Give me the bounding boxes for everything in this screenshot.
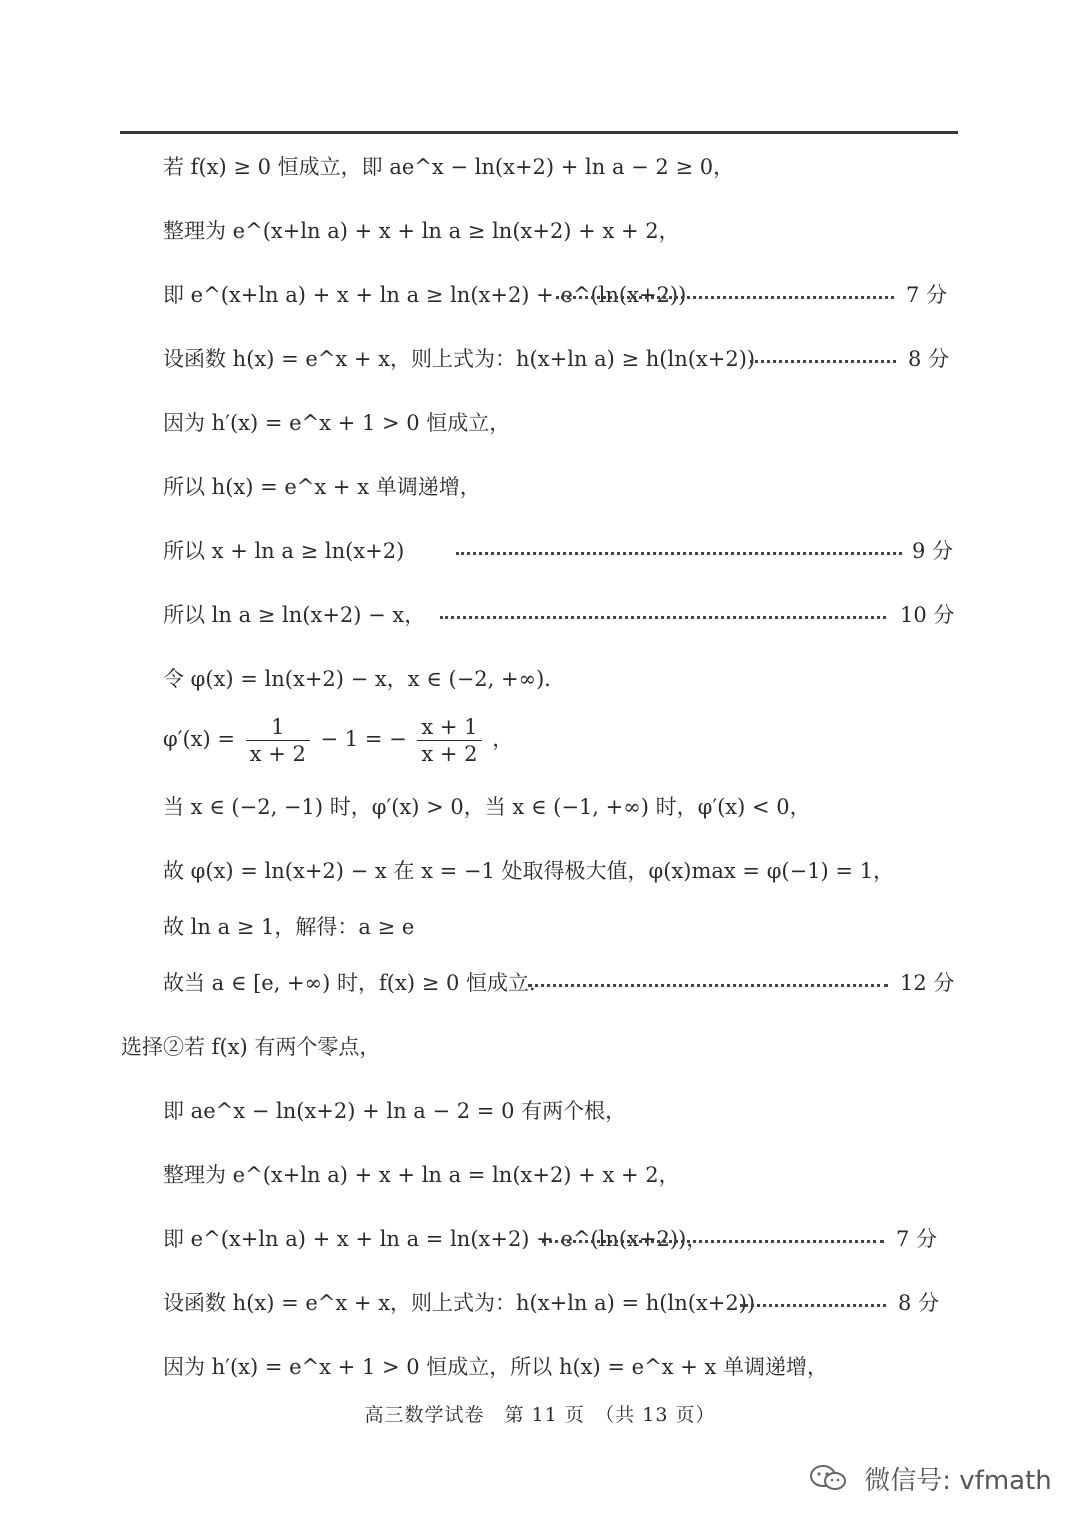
fraction-numerator: x + 1 [417,714,481,741]
score-leader-dots [740,1304,886,1307]
fraction [417,714,481,767]
score-mark: 8 分 [908,347,950,371]
score-leader-dots [528,984,888,987]
score-leader-dots [456,552,902,555]
solution-line-11: 故 φ(x) = ln(x+2) − x 在 x = −1 处取得极大值，φ(x)max = φ(−1) = 1， [163,859,895,883]
solution-line-5: 因为 h′(x) = e^x + 1 > 0 恒成立， [163,411,511,435]
solution-line-16: 即 e^(x+ln a) + x + ln a = ln(x+2) + e^(ln(x+2))， [163,1227,708,1251]
wechat-watermark [808,1460,1052,1500]
solution-line-13: 故当 a ∈ [e, +∞) 时，f(x) ≥ 0 恒成立. [163,971,536,995]
derivative-tail: ， [492,727,514,751]
score-mark: 8 分 [898,1291,940,1315]
derivative-line [163,714,513,767]
score-leader-dots [750,360,896,363]
watermark-text: 微信号: vfmath [864,1466,1052,1496]
solution-line-2: 整理为 e^(x+ln a) + x + ln a ≥ ln(x+2) + x + 2， [163,219,680,243]
solution-line-9: 令 φ(x) = ln(x+2) − x，x ∈ (−2, +∞)． [163,667,566,691]
page-footer: 高三数学试卷 第 11 页 （共 13 页） [364,1404,716,1426]
solution-line-4: 设函数 h(x) = e^x + x，则上式为：h(x+ln a) ≥ h(ln(x+2)) [163,347,756,371]
fraction-denominator: x + 2 [421,742,478,766]
solution-line-7: 所以 x + ln a ≥ ln(x+2) [163,539,405,563]
derivative-lhs: φ′(x) = [163,727,235,751]
top-rule [120,131,958,134]
section-heading: 选择②若 f(x) 有两个零点， [121,1035,381,1059]
score-mark: 7 分 [896,1227,938,1251]
score-mark: 9 分 [912,539,954,563]
score-mark: 12 分 [900,971,955,995]
solution-line-12: 故 ln a ≥ 1，解得：a ≥ e [163,915,415,939]
solution-line-10: 当 x ∈ (−2, −1) 时，φ′(x) > 0，当 x ∈ (−1, +∞) 时，φ′(x) < 0， [163,795,811,819]
score-mark: 10 分 [900,603,955,627]
solution-line-18: 因为 h′(x) = e^x + 1 > 0 恒成立，所以 h(x) = e^x + x 单调递增， [163,1355,829,1379]
solution-line-1: 若 f(x) ≥ 0 恒成立，即 ae^x − ln(x+2) + ln a − 2 ≥ 0， [163,155,735,179]
score-leader-dots [542,1240,884,1243]
solution-line-17: 设函数 h(x) = e^x + x，则上式为：h(x+ln a) = h(ln(x+2)) [163,1291,756,1315]
fraction-denominator: x + 2 [249,742,306,766]
solution-line-15: 整理为 e^(x+ln a) + x + ln a = ln(x+2) + x + 2， [163,1163,680,1187]
wechat-icon [808,1463,848,1500]
derivative-mid: − 1 = − [320,727,407,751]
fraction [246,714,310,767]
solution-line-6: 所以 h(x) = e^x + x 单调递增， [163,475,481,499]
solution-line-14: 即 ae^x − ln(x+2) + ln a − 2 = 0 有两个根， [163,1099,627,1123]
fraction-numerator: 1 [246,714,310,741]
score-leader-dots [440,616,886,619]
solution-line-3: 即 e^(x+ln a) + x + ln a ≥ ln(x+2) + e^(ln(x+2)) [163,283,687,307]
score-mark: 7 分 [906,283,948,307]
score-leader-dots [556,296,894,299]
solution-line-8: 所以 ln a ≥ ln(x+2) − x， [163,603,426,627]
